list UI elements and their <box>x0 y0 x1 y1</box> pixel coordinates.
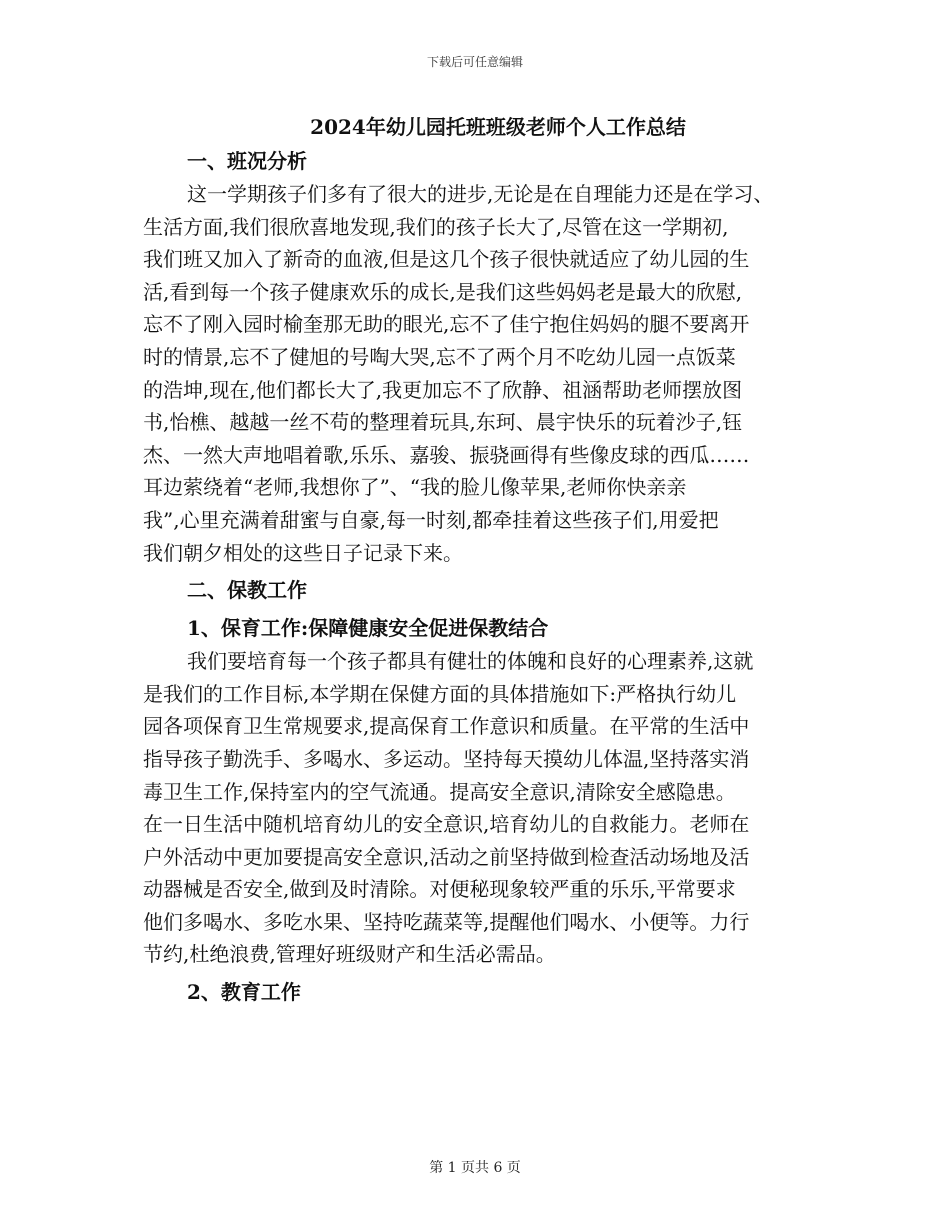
section-heading-class-analysis: 一、班况分析 <box>187 149 307 173</box>
paragraph-line: 园各项保育卫生常规要求,提高保育工作意识和质量。在平常的生活中 <box>143 714 750 739</box>
paragraph-line: 忘不了刚入园时榆奎那无助的眼光,忘不了佳宁抱住妈妈的腿不要离开 <box>143 312 750 337</box>
paragraph-line: 杰、一然大声地唱着歌,乐乐、嘉骏、振骁画得有些像皮球的西瓜…… <box>143 442 750 467</box>
paragraph-line: 毒卫生工作,保持室内的空气流通。提高安全意识,清除安全感隐患。 <box>143 779 736 804</box>
document-body <box>143 110 833 1009</box>
paragraph-line: 是我们的工作目标,本学期在保健方面的具体措施如下:严格执行幼儿 <box>143 681 737 706</box>
paragraph-line: 我”,心里充满着甜蜜与自豪,每一时刻,都牵挂着这些孩子们,用爱把 <box>143 507 719 532</box>
paragraph-line: 耳边萦绕着“老师,我想你了”、“我的脸儿像苹果,老师你快亲亲 <box>143 475 687 500</box>
paragraph-line: 这一学期孩子们多有了很大的进步,无论是在自理能力还是在学习、 <box>187 182 774 206</box>
document-title: 2024年幼儿园托班班级老师个人工作总结 <box>310 115 686 139</box>
paragraph-line: 在一日生活中随机培育幼儿的安全意识,培育幼儿的自救能力。老师在 <box>143 812 750 837</box>
page-number: 第 1 页共 6 页 <box>429 1160 521 1176</box>
paragraph-line: 指导孩子勤洗手、多喝水、多运动。坚持每天摸幼儿体温,坚持落实消 <box>143 746 750 771</box>
paragraph-line: 的浩坤,现在,他们都长大了,我更加忘不了欣静、祖涵帮助老师摆放图 <box>143 377 743 402</box>
paragraph-line: 活,看到每一个孩子健康欢乐的成长,是我们这些妈妈老是最大的欣慰, <box>143 279 743 304</box>
paragraph-line: 书,怡樵、越越一丝不苟的整理着玩具,东珂、晨宇快乐的玩着沙子,钰 <box>143 410 743 435</box>
paragraph-line: 节约,杜绝浪费,管理好班级财产和生活必需品。 <box>143 942 556 967</box>
paragraph-class-analysis <box>143 178 833 569</box>
subsection-heading-care-work: 1、保育工作:保障健康安全促进保教结合 <box>187 616 549 641</box>
paragraph-line: 生活方面,我们很欣喜地发现,我们的孩子长大了,尽管在这一学期初, <box>143 214 729 239</box>
paragraph-line: 我们要培育每一个孩子都具有健壮的体魄和良好的心理素养,这就 <box>187 649 754 674</box>
paragraph-line: 时的情景,忘不了健旭的号啕大哭,忘不了两个月不吃幼儿园一点饭菜 <box>143 344 736 369</box>
subsection-heading-education-work: 2、教育工作 <box>187 980 301 1005</box>
paragraph-line: 我们朝夕相处的这些日子记录下来。 <box>143 540 463 565</box>
paragraph-line: 我们班又加入了新奇的血液,但是这几个孩子很快就适应了幼儿园的生 <box>143 247 750 272</box>
paragraph-care-work <box>143 645 833 971</box>
paragraph-line: 户外活动中更加要提高安全意识,活动之前坚持做到检查活动场地及活 <box>143 844 750 869</box>
paragraph-line: 动器械是否安全,做到及时清除。对便秘现象较严重的乐乐,平常要求 <box>143 877 736 902</box>
section-heading-care-education: 二、保教工作 <box>187 578 307 603</box>
header-note: 下载后可任意编辑 <box>426 55 523 69</box>
paragraph-line: 他们多喝水、多吃水果、坚持吃蔬菜等,提醒他们喝水、小便等。力行 <box>143 909 750 934</box>
